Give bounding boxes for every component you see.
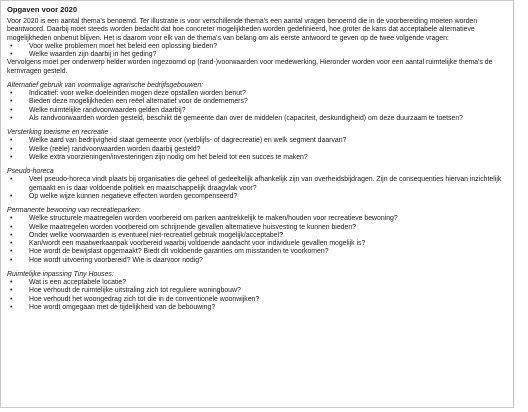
list-item: • Welke aard van bedrijvigheid staat gemeente voor (verblijfs- of dagrecreatie) en welk segment daarvan?	[7, 137, 507, 145]
list-item: • Welke (reële) randvoorwaarden worden daarbij gesteld?	[7, 146, 507, 154]
intro-after-paragraph: Vervolgens moet per onderwerp helder worden ingezoomd op (rand-)voorwaarden voor medewerking. Hieronder worden voor een aantal ruimtelijke thema's de kernvragen gesteld.	[7, 59, 493, 75]
list-item: • Op welke wijze kunnen negatieve effecten worden gecompenseerd?	[7, 193, 507, 201]
section-list-agrarisch	[7, 90, 507, 123]
section-heading-tiny-houses: Ruimtelijke inpassing Tiny Houses:	[7, 270, 114, 278]
section-heading-agrarisch: Alternatief gebruik van voormalige agrarische bedrijfsgebouwen:	[7, 81, 204, 89]
list-item: • Bieden deze mogelijkheden een reëel alternatief voor de ondernemers?	[7, 98, 507, 106]
list-item: • Kan/wordt een maatwerkaanpak voorbereid waarbij voldoende aandacht voor individuele gevallen mogelijk is?	[7, 240, 507, 248]
list-item: • Hoe verhoudt het woongedrag zich tot die in de conventionele woonwijken?	[7, 296, 507, 304]
list-item: • Veel pseudo-horeca vindt plaats bij organisaties die geheel of gedeeltelijk afhankelijk zijn van overheidsbijdragen. Zijn de consequenties hiervan inzichtelijk gemaakt en is daar voldoende politiek en maatschappelijk draagvlak voor?	[7, 176, 507, 193]
list-item: • Hoe wordt de bewijslast opgemaakt? Biedt dit voldoende garanties om misstanden te voorkomen?	[7, 248, 507, 256]
section-list-pseudo-horeca	[7, 176, 507, 201]
section-list-toerisme	[7, 137, 507, 162]
list-item: • Als randvoorwaarden worden gesteld, beschikt de gemeente dan over de middelen (capaciteit, deskundigheid) om deze duurzaam te toetsen?	[7, 115, 507, 123]
intro-bullet-list	[7, 43, 507, 60]
list-item: • Hoe wordt omgegaan met de tijdelijkheid van de bebouwing?	[7, 304, 507, 312]
section-list-recreatieparken	[7, 215, 507, 265]
list-item: • Onder welke voorwaarden is eventueel niet-recreatief gebruik mogelijk/acceptabel?	[7, 232, 507, 240]
list-item: • Welke structurele maatregelen worden voorbereid om parken aantrekkelijk te maken/houden voor recreatieve bewoning?	[7, 215, 507, 223]
list-item: • Voor welke problemen moet het beleid een oplossing bieden?	[7, 43, 507, 51]
section-heading-pseudo-horeca: Pseudo-horeca	[7, 168, 54, 175]
list-item: • Welke maatregelen worden voorbereid om schrijnende gevallen alternatieve huisvesting te kunnen bieden?	[7, 224, 507, 232]
list-item: • Welke extra voorzieningen/investeringen zijn nodig om het beleid tot een succes te maken?	[7, 154, 507, 162]
list-item: • Indicatief: voor welke doeleinden mogen deze opstallen worden benut?	[7, 90, 507, 98]
list-item: • Hoe wordt uitvoering voorbereid? Wie is daarvoor nodig?	[7, 257, 507, 265]
section-heading-recreatieparken: Permanente bewoning van recreatieparken:	[7, 207, 141, 214]
section-list-tiny-houses	[7, 279, 507, 312]
intro-paragraph: Voor 2020 is een aantal thema's benoemd. Ter illustratie is voor verschillende thema's een aantal vragen benoemd die in de voorbereiding moeten worden beantwoord. Daarbij moet steeds worden bedacht dat hoe concreter mogelijkheden worden gedefinieerd, hoe groter de kans dat acceptabele alternatieve mogelijkheden onbenut blijven. Het is daarom voor elk van de thema's van belang om als eerste antwoord te geven op de twee volgende vragen:	[7, 18, 478, 42]
list-item: • Welke ruimtelijke randvoorwaarden gelden daarbij?	[7, 107, 507, 115]
list-item: • Welke waarden zijn daarbij in het geding?	[7, 51, 507, 59]
document-title: Opgaven voor 2020	[7, 5, 78, 14]
section-heading-toerisme: Versterking toerisme en recreatie	[7, 129, 109, 136]
list-item: • Hoe verhoudt de ruimtelijke uitstraling zich tot reguliere woningbouw?	[7, 287, 507, 295]
list-item: • Wat is een acceptabele locatie?	[7, 279, 507, 287]
